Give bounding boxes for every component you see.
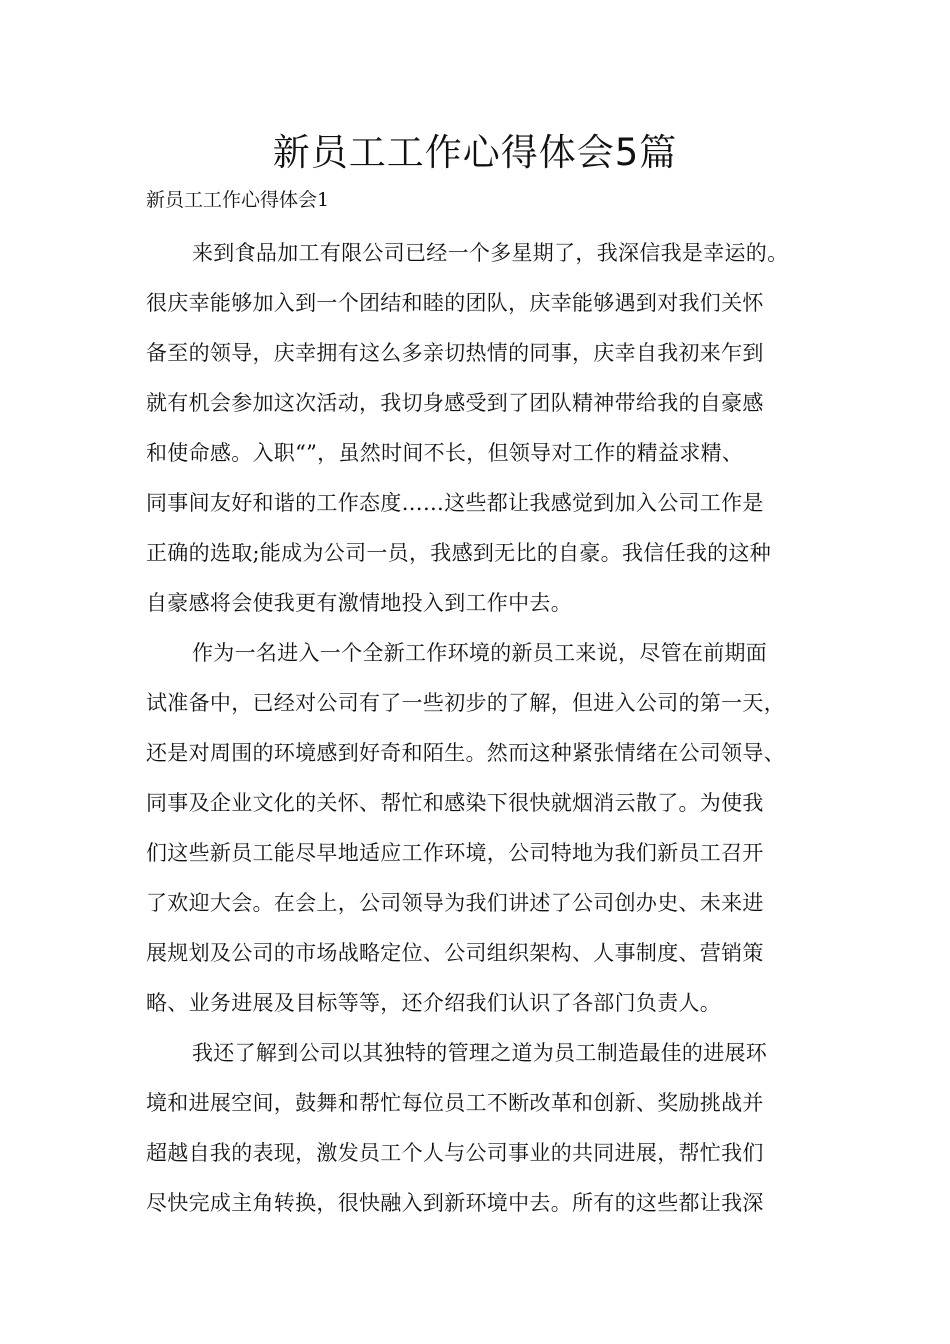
text-line: 自豪感将会使我更有激情地投入到工作中去。 <box>146 591 572 615</box>
text-line: 和使命感。入职“”，虽然时间不长，但领导对工作的精益求精、 <box>146 441 744 465</box>
text-line: 试准备中，已经对公司有了一些初步的了解，但进入公司的第一天， <box>146 691 785 715</box>
text-line: 同事及企业文化的关怀、帮忙和感染下很快就烟消云散了。为使我 <box>146 791 764 815</box>
text-line: 很庆幸能够加入到一个团结和睦的团队，庆幸能够遇到对我们关怀 <box>146 291 764 315</box>
text-line: 展规划及公司的市场战略定位、公司组织架构、人事制度、营销策 <box>146 941 764 965</box>
text-line: 就有机会参加这次活动，我切身感受到了团队精神带给我的自豪感 <box>146 391 764 415</box>
text-line: 们这些新员工能尽早地适应工作环境，公司特地为我们新员工召开 <box>146 841 764 865</box>
text-line: 超越自我的表现，激发员工个人与公司事业的共同进展，帮忙我们 <box>146 1141 764 1165</box>
text-line: 正确的选取;能成为公司一员，我感到无比的自豪。我信任我的这种 <box>146 541 772 565</box>
text-line: 还是对周围的环境感到好奇和陌生。然而这种紧张情绪在公司领导、 <box>146 741 785 765</box>
text-line: 我还了解到公司以其独特的管理之道为员工制造最佳的进展环 <box>192 1041 768 1065</box>
section-heading: 新员工工作心得体会1 <box>146 189 330 211</box>
text-line: 境和进展空间，鼓舞和帮忙每位员工不断改革和创新、奖励挑战并 <box>146 1091 764 1115</box>
text-line: 了欢迎大会。在会上，公司领导为我们讲述了公司创办史、未来进 <box>146 891 764 915</box>
document-title: 新员工工作心得体会5篇 <box>272 131 678 174</box>
text-line: 作为一名进入一个全新工作环境的新员工来说，尽管在前期面 <box>192 641 768 665</box>
text-line: 备至的领导，庆幸拥有这么多亲切热情的同事，庆幸自我初来乍到 <box>146 341 764 365</box>
text-line: 同事间友好和谐的工作态度……这些都让我感觉到加入公司工作是 <box>146 491 764 515</box>
text-line: 略、业务进展及目标等等，还介绍我们认识了各部门负责人。 <box>146 991 722 1015</box>
text-line: 来到食品加工有限公司已经一个多星期了，我深信我是幸运的。 <box>192 241 789 265</box>
text-line: 尽快完成主角转换，很快融入到新环境中去。所有的这些都让我深 <box>146 1191 764 1215</box>
